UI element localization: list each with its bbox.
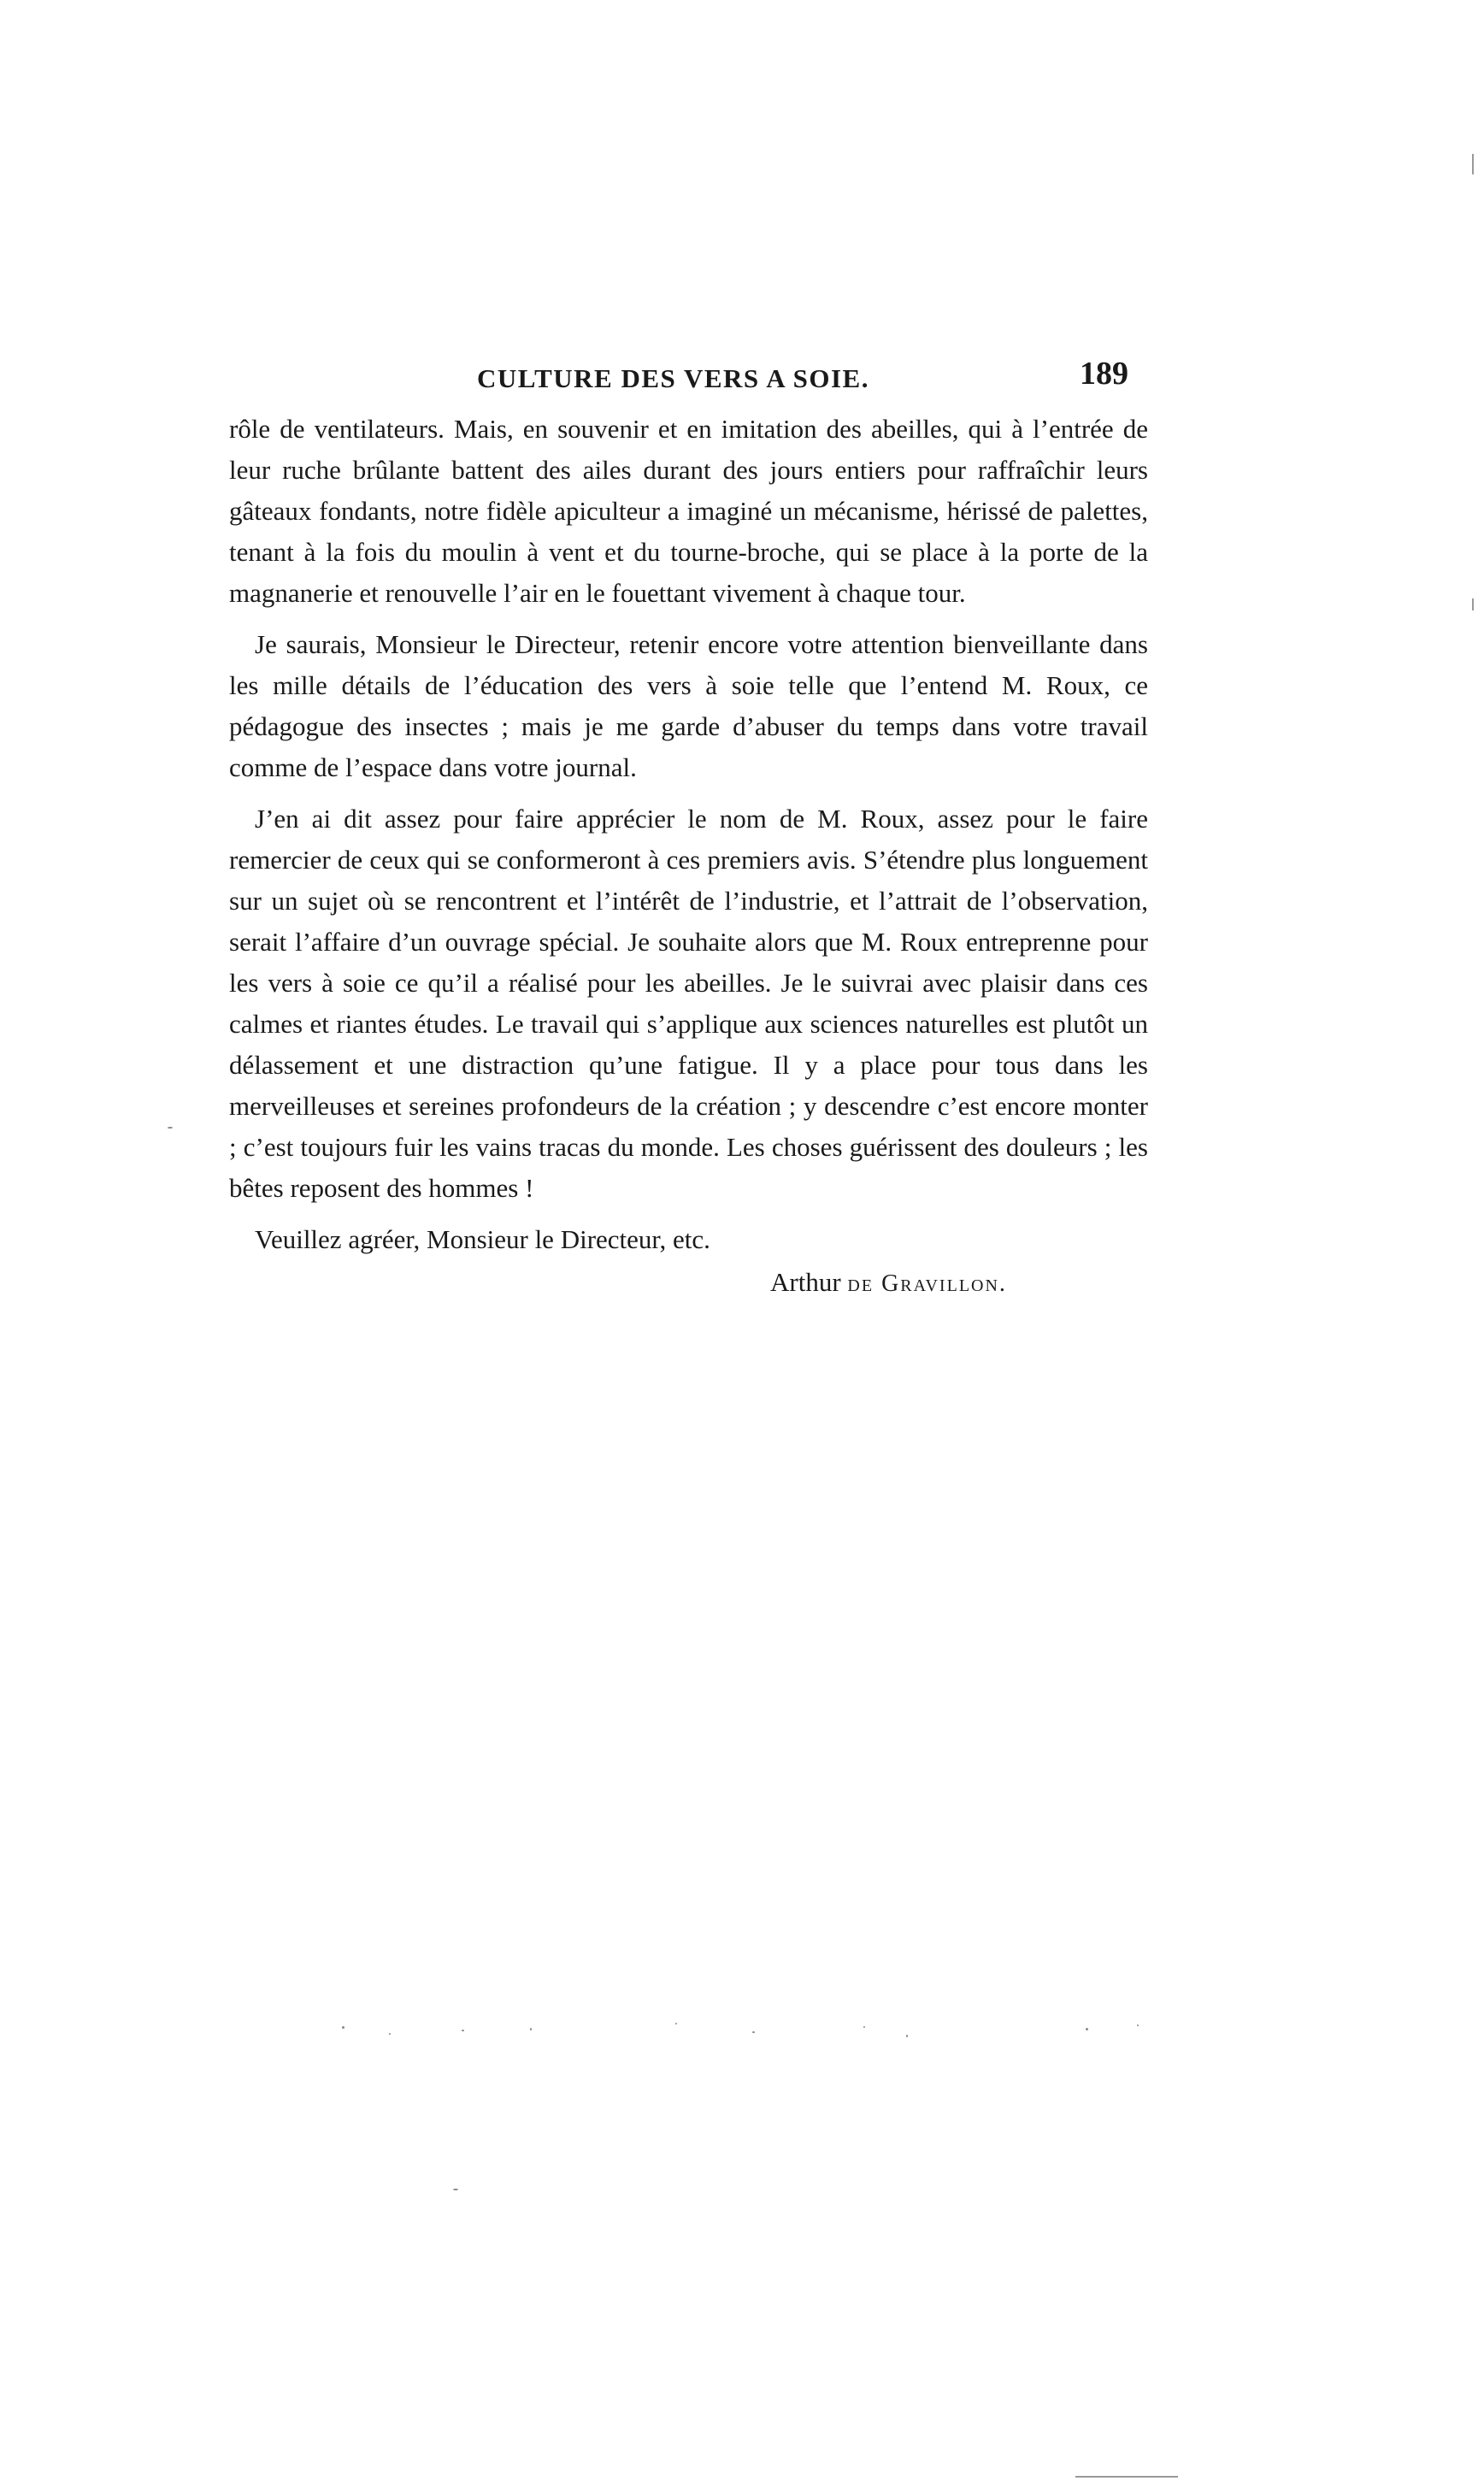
scan-edge-mark bbox=[1075, 2476, 1178, 2478]
scan-speck bbox=[1086, 2028, 1088, 2030]
closing-formula: Veuillez agréer, Monsieur le Directeur, etc. bbox=[255, 1224, 710, 1254]
scan-speck bbox=[863, 2026, 865, 2028]
scan-speck bbox=[453, 2189, 458, 2190]
signature-first-name: Arthur bbox=[770, 1267, 841, 1297]
signature bbox=[229, 1262, 1148, 1305]
scan-speck bbox=[168, 1127, 173, 1129]
scan-speck bbox=[462, 2030, 464, 2031]
running-title: CULTURE DES VERS A SOIE. bbox=[477, 363, 869, 393]
scan-speck bbox=[342, 2026, 344, 2029]
running-head bbox=[229, 355, 1128, 406]
paragraph-ventilation: rôle de ventilateurs. Mais, en souvenir et en imitation des abeilles, qui à l’entrée de leur ruche brûlante battent des ailes durant des jours entiers pour raffraîchir leurs gâteaux fondants, notre fidèle apiculteur a imaginé un mécanisme, hérissé de palettes, tenant à la fois du moulin à vent et du tourne-broche, qui se place à la porte de la magnanerie et renouvelle l’air en le fouettant vivement à chaque tour. bbox=[229, 414, 1148, 608]
paragraph-attention: Je saurais, Monsieur le Directeur, retenir encore votre attention bienveillante dans les mille détails de l’éducation des vers à soie telle que l’entend M. Roux, ce pédagogue des insectes ; mais je me garde d’abuser du temps dans votre travail comme de l’espace dans votre journal. bbox=[229, 629, 1148, 782]
scan-edge-mark bbox=[1472, 154, 1474, 174]
scan-speck bbox=[906, 2035, 908, 2037]
scan-speck bbox=[530, 2028, 532, 2030]
letter-body bbox=[229, 409, 1148, 1305]
page-number: 189 bbox=[1080, 356, 1128, 392]
scan-edge-mark bbox=[1472, 598, 1474, 610]
signature-surname: de Gravillon. bbox=[847, 1270, 1007, 1297]
scan-speck bbox=[1137, 2024, 1139, 2026]
scan-speck bbox=[752, 2031, 755, 2033]
paragraph-conclusion: J’en ai dit assez pour faire apprécier le nom de M. Roux, assez pour le faire remercier de ceux qui se conformeront à ces premiers avis. S’étendre plus longuement sur un sujet où se rencontrent et l’intérêt de l’industrie, et l’attrait de l’observation, serait l’affaire d’un ouvrage spécial. Je souhaite alors que M. Roux entreprenne pour les vers à soie ce qu’il a réalisé pour les abeilles. Je le suivrai avec plaisir dans ces calmes et riantes études. Le travail qui s’applique aux sciences naturelles est plutôt un délassement et une distraction qu’une fatigue. Il y a place pour tous dans les merveilleuses et sereines profondeurs de la création ; y descendre c’est encore monter ; c’est toujours fuir les vains tracas du monde. Les choses guérissent des douleurs ; les bêtes reposent des hommes ! bbox=[229, 804, 1148, 1203]
scan-speck bbox=[675, 2023, 677, 2024]
scan-speck bbox=[389, 2033, 391, 2035]
